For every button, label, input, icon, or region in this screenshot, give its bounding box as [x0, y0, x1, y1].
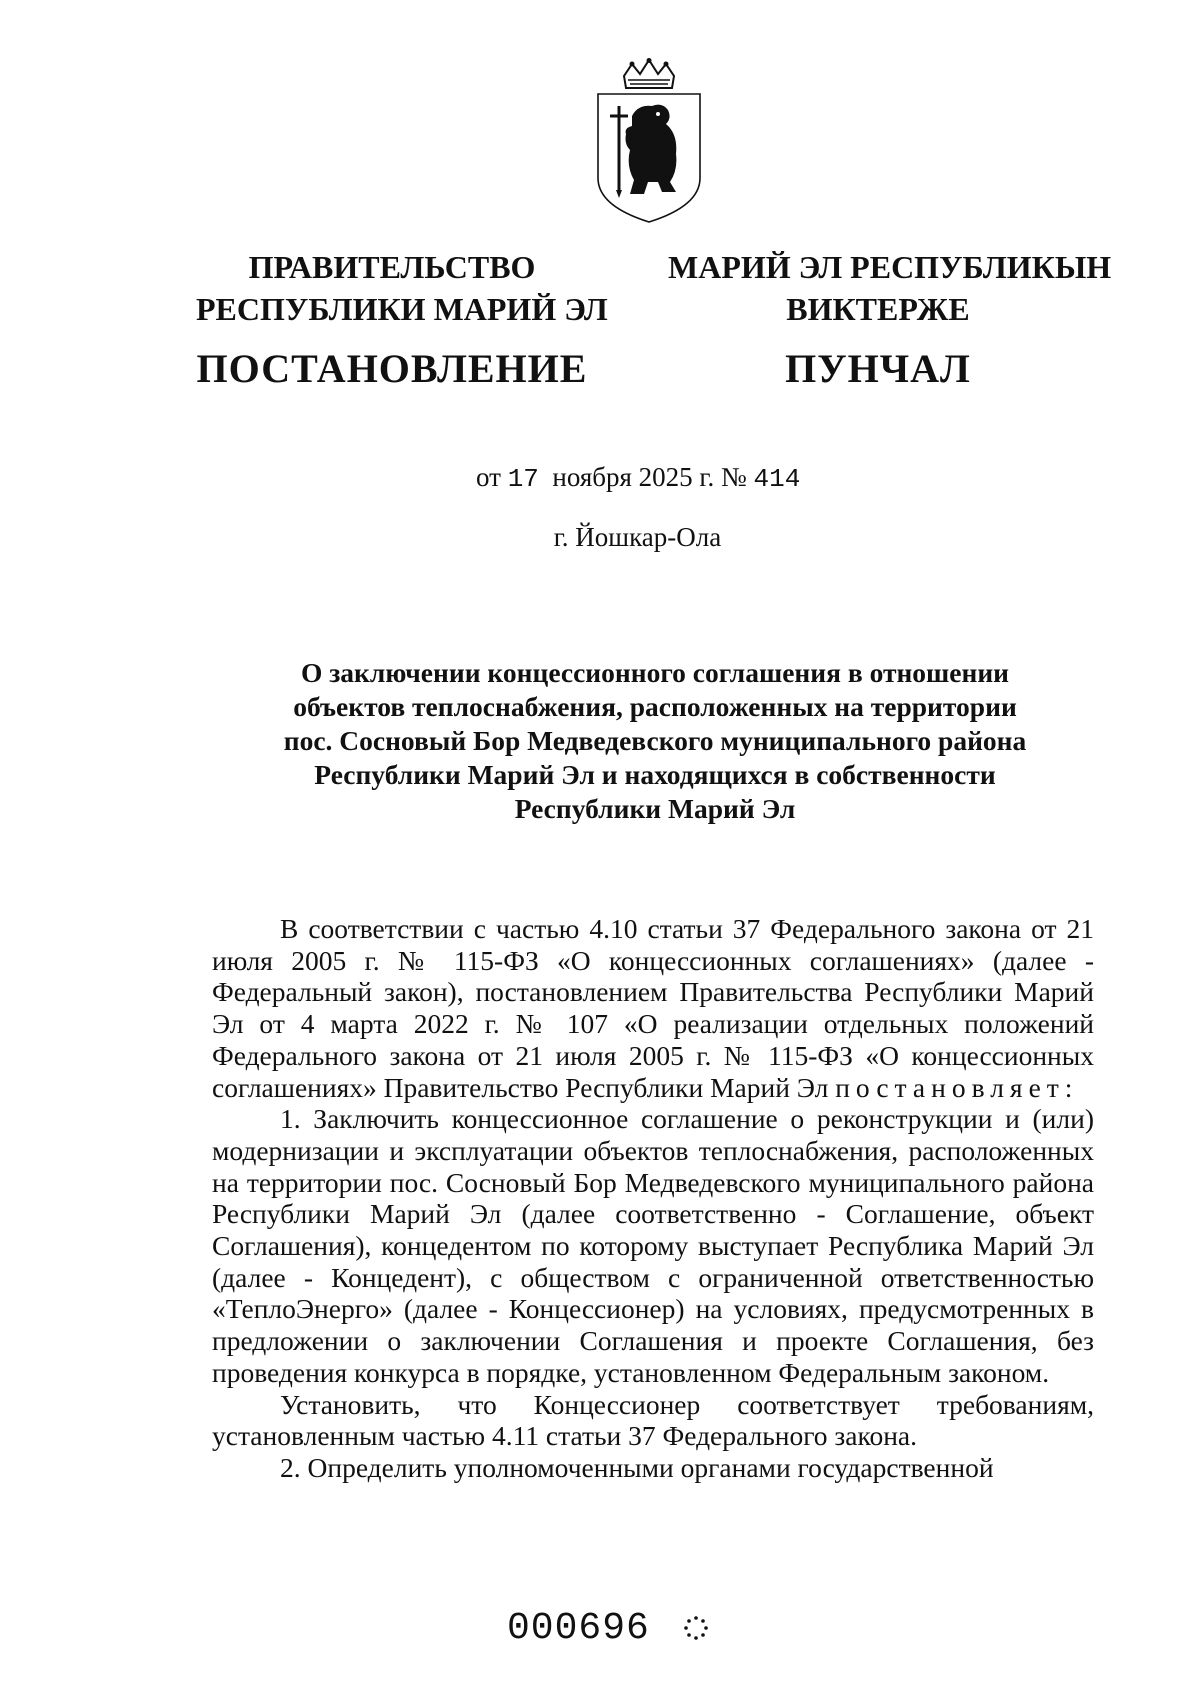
item-1-paragraph: 1. Заключить концессионное соглашение о реконструкции и (или) модернизации и эксплуатации объектов теплоснабжения, расположенных на территории пос. Сосновый Бор Медведевского муниципального района Республики Марий Эл (далее соответственно - Соглашение, объект Соглашения), концедентом по которому выступает Республика Марий Эл (далее - Концедент), с обществом с ограниченной ответственностью «ТеплоЭнерго» (далее - Концессионер) на условиях, предусмотренных в предложении о заключении Соглашения и проекте Соглашения, без проведения конкурса в порядке, установленном Федеральным законом.: [212, 1103, 1094, 1388]
coat-of-arms-icon: [594, 58, 704, 226]
document-number: 414: [753, 464, 801, 494]
preamble-paragraph: [212, 913, 1094, 1103]
item-2-paragraph: 2. Определить уполномоченными органами государственной: [280, 1451, 994, 1483]
serial-number: 000696: [507, 1607, 650, 1650]
government-name-mari-line2: ВИКТЕРЖЕ: [786, 291, 970, 327]
preamble-text: В соответствии с частью 4.10 статьи 37 Федерального закона от 21 июля 2005 г. № 115-ФЗ «О концессионных соглашениях» (далее - Федеральный закон), постановлением Правительства Республики Марий Эл от 4 марта 2022 г. № 107 «О реализации отдельных положений Федерального закона от 21 июля 2005 г. № 115-ФЗ «О концессионных соглашениях» Правительство Республики Марий Эл: [212, 913, 1094, 1103]
date-month-year: ноября 2025 г. №: [552, 462, 747, 492]
resolves-word: постановляет:: [835, 1071, 1079, 1103]
title-line: пос. Сосновый Бор Медведевского муниципального района: [283, 725, 1027, 756]
government-name-mari-line1: МАРИЙ ЭЛ РЕСПУБЛИКЫН: [668, 249, 1112, 285]
title-line: О заключении концессионного соглашения в отношении: [300, 657, 1010, 688]
dotted-circle-mark-icon: [683, 1615, 709, 1641]
document-type-mari: ПУНЧАЛ: [785, 346, 971, 391]
coat-of-arms-emblem: [594, 58, 704, 226]
government-name-line1: ПРАВИТЕЛЬСТВО: [248, 249, 536, 285]
document-body: [212, 913, 1094, 1484]
title-line: Республики Марий Эл: [514, 793, 796, 824]
title-line: объектов теплоснабжения, расположенных на территории: [293, 691, 1017, 722]
title-line: Республики Марий Эл и находящихся в собственности: [314, 759, 996, 790]
government-name-line2: РЕСПУБЛИКИ МАРИЙ ЭЛ: [196, 291, 608, 327]
document-title: [230, 656, 1080, 826]
date-prefix: от: [476, 462, 501, 492]
page-footer: [507, 1607, 650, 1650]
item-1-extra-paragraph: Установить, что Концессионер соответствует требованиям, установленным частью 4.11 статьи 37 Федерального закона.: [212, 1388, 1094, 1452]
document-date-line: [476, 462, 800, 494]
date-day: 17: [507, 464, 539, 494]
document-city: г. Йошкар-Ола: [553, 522, 722, 552]
header-left-russian: [196, 246, 608, 394]
header-right-mari: [668, 246, 1112, 394]
document-type: ПОСТАНОВЛЕНИЕ: [196, 346, 588, 391]
